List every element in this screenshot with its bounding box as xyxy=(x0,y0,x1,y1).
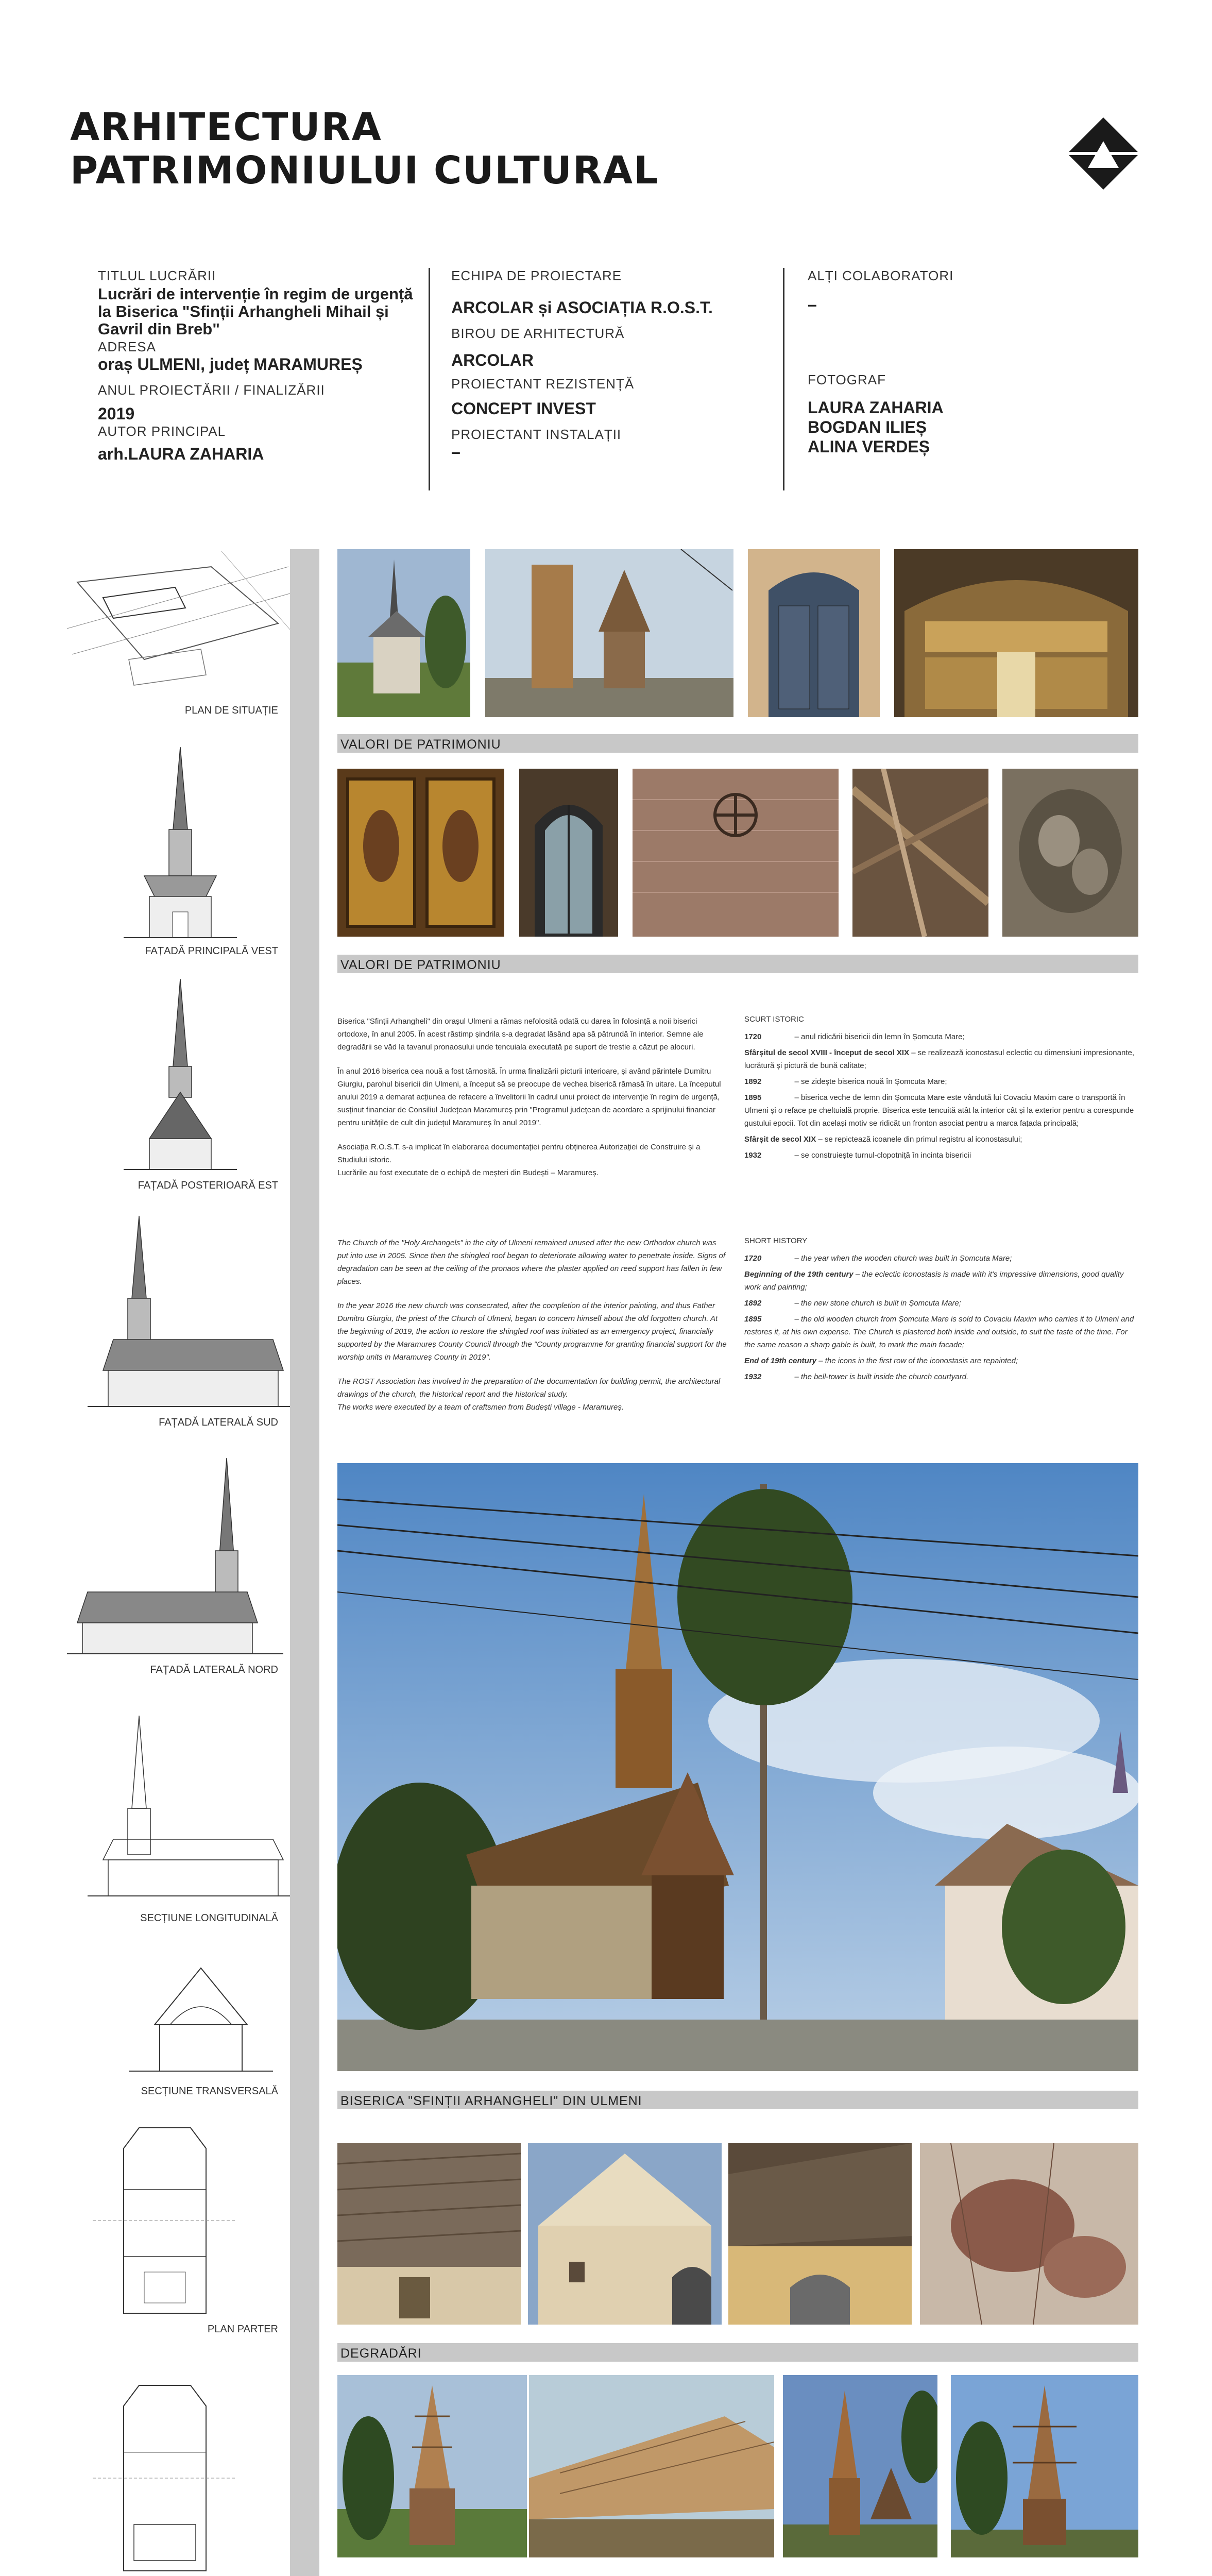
description-en-p3: The ROST Association has involved in the preparation of the documentation for building permit, the architectural drawings of the church, the historical report and the historical study. The works were executed by a team of craftsmen from Budești village - Maramureș. xyxy=(337,1377,721,1412)
office-label: BIROU DE ARHITECTURĂ xyxy=(451,326,625,341)
office-value: ARCOLAR xyxy=(451,351,534,369)
meta-divider-2 xyxy=(783,268,784,490)
address-label: ADRESA xyxy=(98,339,156,354)
drawing-label-ground-floor-plan: PLAN PARTER xyxy=(207,2324,278,2335)
longitudinal-section-drawing xyxy=(67,1710,294,1901)
west-facade-drawing xyxy=(67,742,294,943)
history-ro-row: 1895 – biserica veche de lemn din Șomcuta Mare este vândută lui Covaciu Maxim care o transportă în Ulmeni și o reface pe cheltuială proprie. Biserica este tencuită atât la interior cât și la exterior pentru a corespunde gustului epocii. Tot din același motiv se ridicăt un fronton asociat pentru a marca fațada principală; xyxy=(744,1093,1134,1128)
photo-degraded-ceiling xyxy=(920,2143,1138,2325)
history-ro-row: 1932 – se construiește turnul-clopotniță în incinta bisericii xyxy=(744,1151,971,1160)
section-title-heritage-values-1: VALORI DE PATRIMONIU xyxy=(340,737,501,752)
description-en xyxy=(337,1236,729,1425)
history-en-row: 1892 – the new stone church is built in Șomcuta Mare; xyxy=(744,1299,962,1308)
description-en-p2: In the year 2016 the new church was consecrated, after the completion of the interior painting, and thus Father Dumitru Giurgiu, the priest of the Church of Ulmeni, began to concern himself about the old forgotten church. At the beginning of 2019, the action to restore the shingled roof was initiated as an emergency project, financially supported by the Maramureș County Council through the "County programme for granting financial support for the worship units in Maramureș County in 2019". xyxy=(337,1301,727,1362)
east-facade-drawing xyxy=(67,974,294,1175)
photo-church-exterior xyxy=(337,549,470,717)
balcony-plan-drawing xyxy=(67,2375,294,2576)
title-value: Lucrări de intervenție în regim de urgență la Biserica "Sfinții Arhangheli Mihail și Gavril din Breb" xyxy=(98,285,413,338)
drawing-label-south-facade: FAȚADĂ LATERALĂ SUD xyxy=(159,1417,278,1428)
history-en-list xyxy=(744,1252,1138,1386)
title-label: TITLUL LUCRĂRII xyxy=(98,268,216,283)
description-ro-p3: Asociația R.O.S.T. s-a implicat în elaborarea documentației pentru obținerea Autorizației de Construire și a Studiului istoric. Lucrările au fost executate de o echipă de meșteri din Budești – Maramureș. xyxy=(337,1143,701,1177)
collab-value: – xyxy=(808,295,817,314)
photo-icon-doors xyxy=(337,769,504,937)
description-ro xyxy=(337,1015,729,1191)
history-en-row: 1932 – the bell-tower is built inside the church courtyard. xyxy=(744,1372,969,1381)
description-en-p1: The Church of the "Holy Archangels" in the city of Ulmeni remained unused after the new Orthodox church was put into use in 2005. Since then the shingled roof began to deteriorate allowing water to penetrate inside. Signs of degradation can be seen at the ceiling of the pronaos where the plaster applied on reed support has fallen in few places. xyxy=(337,1239,726,1286)
history-en-row: 1720 – the year when the wooden church was built in Șomcuta Mare; xyxy=(744,1254,1012,1263)
drawing-label-east-facade: FAȚADĂ POSTERIOARĂ EST xyxy=(138,1180,278,1191)
meta-col-3 xyxy=(808,268,1096,456)
south-facade-drawing xyxy=(67,1211,294,1412)
structure-label: PROIECTANT REZISTENȚĂ xyxy=(451,376,635,392)
drawing-label-longitudinal-section: SECȚIUNE LONGITUDINALĂ xyxy=(140,1912,278,1924)
history-en-row: End of 19th century – the icons in the first row of the iconostasis are repainted; xyxy=(744,1357,1018,1365)
photographer-2: BOGDAN ILIEȘ xyxy=(808,418,927,436)
title-line-1: ARHITECTURA xyxy=(70,105,382,149)
description-ro-p2: În anul 2016 biserica cea nouă a fost târnosită. În urma finalizării picturii interioare, și având părintele Dumitru Giurgiu, parohul bisericii din Ulmeni, a început să se preocupe de vechea biserică rămasă în uitare. La începutul anului 2019 a demarat acțiunea de refacere a învelitorii în cadrul unui proiect de intervenție în regim de urgență, susținut financiar de Consiliul Județean Maramureș prin "Programul județean de acordare a sprijinului financiar pentru unitățile de cult din județul Maramureș în anul 2019". xyxy=(337,1067,721,1127)
history-ro-row: 1892 – se zidește biserica nouă în Șomcuta Mare; xyxy=(744,1077,947,1086)
transverse-section-drawing xyxy=(67,1958,294,2076)
history-ro-heading: SCURT ISTORIC xyxy=(744,1015,804,1024)
history-ro-row: Sfârșitul de secol XVIII - început de secol XIX – se realizează iconostasul eclectic cu dimensiuni impresionante, lucrătură și pictură de bună calitate; xyxy=(744,1048,1135,1070)
site-plan-drawing xyxy=(67,551,294,701)
section-bar-church xyxy=(337,2091,1138,2109)
year-value: 2019 xyxy=(98,404,135,423)
photo-timber-roof-structure xyxy=(852,769,988,937)
address-value: oraș ULMENI, județ MARAMUREȘ xyxy=(98,355,363,374)
page-title xyxy=(70,106,659,192)
photographer-1: LAURA ZAHARIA xyxy=(808,398,944,417)
photo-church-door xyxy=(748,549,880,717)
meta-col-1 xyxy=(98,268,422,464)
team-label: ECHIPA DE PROIECTARE xyxy=(451,268,622,283)
photo-iconostasis xyxy=(894,549,1138,717)
photo-brick-wall-cross xyxy=(633,769,839,937)
drawing-label-west-facade: FAȚADĂ PRINCIPALĂ VEST xyxy=(145,945,278,957)
history-en-row: 1895 – the old wooden church from Șomcuta Mare is sold to Covaciu Maxim who carries it to Ulmeni and restores it, at his own expense. The Church is plastered both inside and outside, to suit the taste of the time. For the same reason a sharp gable is built, to mark the main facade; xyxy=(744,1315,1134,1349)
install-value: – xyxy=(451,443,460,461)
history-ro-list xyxy=(744,1030,1138,1165)
photo-degraded-roof xyxy=(337,2143,521,2325)
team-value: ARCOLAR și ASOCIAȚIA R.O.S.T. xyxy=(451,298,713,317)
section-title-heritage-values-2: VALORI DE PATRIMONIU xyxy=(340,958,501,972)
photographer-3: ALINA VERDEȘ xyxy=(808,437,930,456)
photo-execution-scaffold-3 xyxy=(951,2375,1138,2557)
photo-execution-roof xyxy=(529,2375,774,2557)
drawing-label-transverse-section: SECȚIUNE TRANSVERSALĂ xyxy=(141,2086,278,2097)
history-ro-row: Sfârșit de secol XIX – se repictează icoanele din primul registru al iconostasului; xyxy=(744,1135,1022,1144)
photo-degraded-entrance xyxy=(728,2143,912,2325)
history-ro-row: 1720 – anul ridicării bisericii din lemn în Șomcuta Mare; xyxy=(744,1032,965,1041)
photo-bell-tower-scaffolding xyxy=(485,549,733,717)
history-en-heading: SHORT HISTORY xyxy=(744,1236,808,1245)
collab-label: ALȚI COLABORATORI xyxy=(808,268,954,283)
section-title-degradations: DEGRADĂRI xyxy=(340,2346,422,2361)
north-facade-drawing xyxy=(67,1453,294,1659)
section-bar-heritage-values-2 xyxy=(337,955,1138,973)
meta-divider-1 xyxy=(429,268,430,490)
drawing-label-north-facade: FAȚADĂ LATERALĂ NORD xyxy=(150,1664,278,1675)
author-label: AUTOR PRINCIPAL xyxy=(98,423,226,439)
drawing-label-site-plan: PLAN DE SITUAȚIE xyxy=(184,705,278,716)
description-ro-p1: Biserica "Sfinții Arhangheli" din orașul Ulmeni a rămas nefolosită odată cu darea în folosință a noii biserici ortodoxe, în anul 2005. În acest răstimp șindrila s-a degradat lăsând apa să pătrundă în interior. Semne ale degradării se văd la tavanul pronaosului unde tencuiala executată pe suport de trestie a căzut pe alocuri. xyxy=(337,1017,704,1052)
photo-carved-detail xyxy=(1002,769,1138,937)
structure-value: CONCEPT INVEST xyxy=(451,399,596,418)
ordinul-arhitectilor-logo-icon xyxy=(1067,117,1139,190)
author-value: arh.LAURA ZAHARIA xyxy=(98,445,264,463)
section-bar-degradations xyxy=(337,2343,1138,2362)
ground-floor-plan-drawing xyxy=(67,2117,294,2324)
photo-arched-window xyxy=(519,769,618,937)
section-title-church: BISERICA "SFINȚII ARHANGHELI" DIN ULMENI xyxy=(340,2094,642,2108)
history-en-row: Beginning of the 19th century – the eclectic iconostasis is made with it's impressive dimensions, good quality work and painting; xyxy=(744,1270,1124,1292)
photo-degraded-facade xyxy=(528,2143,722,2325)
install-label: PROIECTANT INSTALAȚII xyxy=(451,427,622,442)
section-bar-heritage-values-1 xyxy=(337,734,1138,753)
photo-church-main xyxy=(337,1463,1138,2071)
vertical-divider-bar xyxy=(290,549,319,2576)
meta-col-2 xyxy=(451,268,771,462)
photo-label: FOTOGRAF xyxy=(808,372,886,387)
year-label: ANUL PROIECTĂRII / FINALIZĂRII xyxy=(98,382,325,398)
title-line-2: PATRIMONIULUI CULTURAL xyxy=(70,148,659,193)
photo-execution-scaffold-2 xyxy=(783,2375,937,2557)
photo-execution-scaffold-1 xyxy=(337,2375,527,2557)
